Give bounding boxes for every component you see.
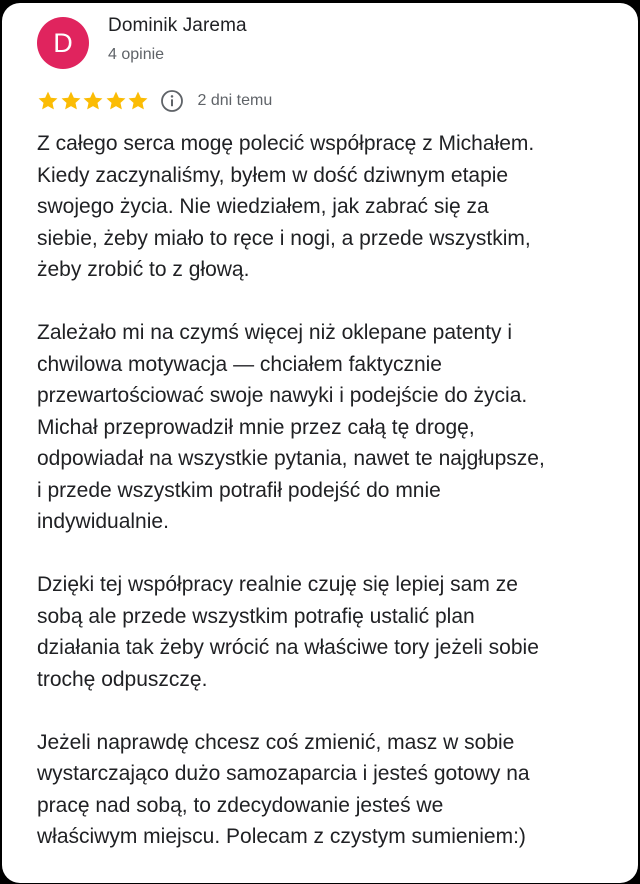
review-text-line: chwilowa motywacja — chciałem faktycznie [37,352,442,376]
star-icon [105,90,127,112]
star-rating [37,90,150,112]
review-text-line: siebie, żeby miało to ręce i nogi, a przede wszystkim, [37,226,531,250]
review-card [2,3,638,883]
avatar-initial: D [53,27,73,58]
review-date: 2 dni temu [197,92,273,109]
review-text-line: działania tak żeby wrócić na właściwe tory jeżeli sobie [37,636,539,659]
review-text-line: Zależało mi na czymś więcej niż oklepane patenty i [37,321,513,344]
review-text-line: wystarczająco dużo samozaparcia i jesteś gotowy na [37,762,530,785]
review-text [37,128,627,884]
review-text-line: i przede wszystkim potrafił podejść do mnie [37,478,441,502]
review-paragraph [37,727,627,853]
review-text-line: właściwym miejscu. Polecam z czystym sumieniem:) [37,825,526,848]
star-icon [37,90,59,112]
review-text-line: sobą ale przede wszystkim potrafię ustalić plan [37,604,475,628]
star-icon [127,90,149,112]
review-text-line: Kiedy zaczynaliśmy, byłem w dość dziwnym etapie [37,163,509,187]
star-icon [60,90,82,112]
review-paragraph [37,128,627,286]
review-paragraph [37,569,627,695]
review-text-line: przewartościować swoje nawyki i podejście do życia. [37,384,528,407]
review-paragraph [37,317,627,538]
review-text-line: pracę nad sobą, to zdecydowanie jesteś we [37,793,444,817]
review-text-line: Z całego serca mogę polecić współpracę z Michałem. [37,132,535,155]
info-icon[interactable] [160,89,184,113]
review-text-line: Dzięki tej współpracy realnie czuję się lepiej sam ze [37,573,518,596]
review-text-line: indywidualnie. [37,510,169,533]
avatar[interactable] [37,17,89,69]
star-icon [82,90,104,112]
review-text-line: Jeżeli naprawdę chcesz coś zmienić, masz w sobie [37,730,515,754]
review-text-line: żeby zrobić to z głową. [37,258,250,281]
reviewer-reviews-count: 4 opinie [108,46,165,63]
review-text-line: swojego życia. Nie wiedziałem, jak zabrać się za [37,195,489,218]
review-text-line: Michał przeprowadził mnie przez całą tę drogę, [37,415,475,439]
review-text-line: odpowiadał na wszystkie pytania, nawet te najgłupsze, [37,447,545,470]
review-text-line: trochę odpuszczę. [37,667,208,691]
rating-row [37,88,272,114]
reviewer-name[interactable]: Dominik Jarema [108,15,247,36]
